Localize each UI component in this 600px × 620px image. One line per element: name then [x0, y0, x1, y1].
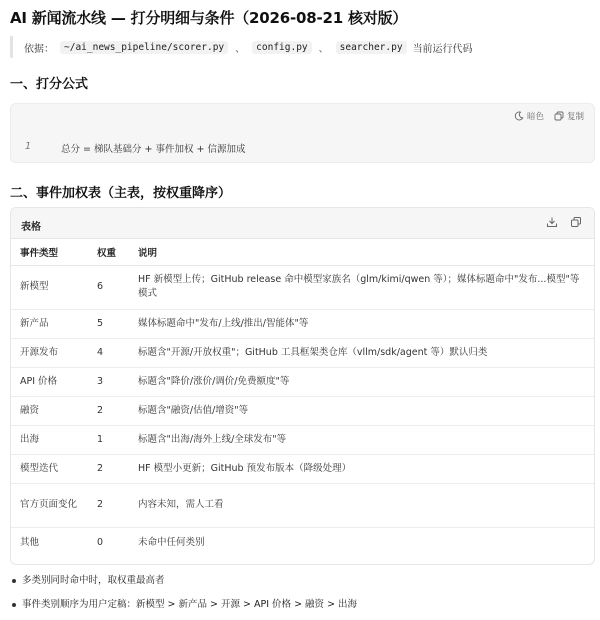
cell-desc: 内容未知，需人工看 — [129, 483, 594, 527]
cell-desc: HF 模型小更新；GitHub 预发布版本（降级处理） — [129, 454, 594, 483]
cell-type: 融资 — [11, 396, 88, 425]
cell-weight: 2 — [88, 454, 129, 483]
file-path-searcher: searcher.py — [336, 41, 407, 54]
section-heading-events: 二、事件加权表（主表，按权重降序） — [10, 186, 232, 201]
code-block — [10, 103, 595, 163]
basis-separator: 、 — [235, 43, 246, 55]
basis-tail: 当前运行代码 — [412, 43, 473, 55]
table-header-row — [11, 239, 594, 265]
cell-desc: 标题含"出海/海外上线/全球发布"等 — [129, 425, 594, 454]
cell-weight: 2 — [88, 396, 129, 425]
table-row — [11, 425, 594, 454]
cell-type: API 价格 — [11, 367, 88, 396]
column-header: 权重 — [88, 239, 129, 265]
code-text: 总分 = 梯队基础分 + 事件加权 + 信源加成 — [61, 144, 246, 155]
cell-type: 官方页面变化 — [11, 483, 88, 527]
basis-quote — [10, 36, 473, 58]
data-table — [11, 239, 594, 559]
cell-weight: 5 — [88, 309, 129, 338]
quote-bar — [10, 36, 13, 58]
copy-icon[interactable] — [570, 216, 582, 228]
column-header: 说明 — [129, 239, 594, 265]
theme-toggle-button[interactable] — [514, 110, 544, 122]
line-number: 1 — [25, 141, 32, 152]
cell-weight: 2 — [88, 483, 129, 527]
copy-label: 复制 — [566, 112, 584, 122]
table-row — [11, 396, 594, 425]
cell-type: 模型迭代 — [11, 454, 88, 483]
moon-icon — [514, 111, 524, 121]
table-header-bar — [11, 208, 594, 239]
cell-weight: 0 — [97, 537, 104, 549]
cell-type: 新模型 — [11, 265, 88, 309]
cell-type: 开源发布 — [11, 338, 88, 367]
copy-icon — [554, 111, 564, 121]
table-caption: 表格 — [21, 222, 41, 233]
basis-separator: 、 — [318, 43, 329, 55]
cell-type: 新产品 — [11, 309, 88, 338]
event-weight-table — [10, 207, 595, 565]
list-item: 事件类别顺序为用户定稿：新模型 > 新产品 > 开源 > API 价格 > 融资 > 出海 — [12, 598, 357, 620]
table-row — [11, 527, 594, 559]
table-row — [11, 483, 594, 527]
code-line — [25, 141, 246, 155]
list-item: 多类别同时命中时，取权重最高者 — [12, 574, 357, 598]
table-row — [11, 309, 594, 338]
file-path-scorer: ~/ai_news_pipeline/scorer.py — [60, 41, 228, 54]
theme-toggle-label: 暗色 — [526, 112, 544, 122]
cell-weight: 3 — [88, 367, 129, 396]
cell-desc: 标题含"融资/估值/增资"等 — [129, 396, 594, 425]
notes-list — [12, 574, 357, 620]
table-row — [11, 367, 594, 396]
cell-type: 出海 — [11, 425, 88, 454]
cell-weight: 4 — [88, 338, 129, 367]
cell-desc: 媒体标题命中"发布/上线/推出/智能体"等 — [129, 309, 594, 338]
section-heading-formula: 一、打分公式 — [10, 77, 89, 92]
cell-desc: HF 新模型上传；GitHub release 命中模型家族名（glm/kimi/qwen 等）；媒体标题命中"发布...模型"等模式 — [129, 265, 594, 309]
cell-desc: 标题含"降价/涨价/调价/免费额度"等 — [129, 367, 594, 396]
page-title: AI 新闻流水线 — 打分明细与条件（2026-08-21 核对版） — [10, 9, 408, 27]
cell-desc: 未命中任何类别 — [138, 537, 205, 549]
table-row — [11, 338, 594, 367]
cell-type: 其他 — [20, 537, 40, 549]
cell-weight: 1 — [88, 425, 129, 454]
cell-weight: 6 — [88, 265, 129, 309]
copy-button[interactable] — [554, 110, 584, 122]
column-header: 事件类型 — [11, 239, 88, 265]
file-path-config: config.py — [252, 41, 311, 54]
cell-desc: 标题含"开源/开放权重"；GitHub 工具框架类仓库（vllm/sdk/agent 等）默认归类 — [129, 338, 594, 367]
table-row — [11, 454, 594, 483]
basis-lead: 依据： — [24, 43, 54, 55]
table-row — [11, 265, 594, 309]
download-icon[interactable] — [546, 216, 558, 228]
